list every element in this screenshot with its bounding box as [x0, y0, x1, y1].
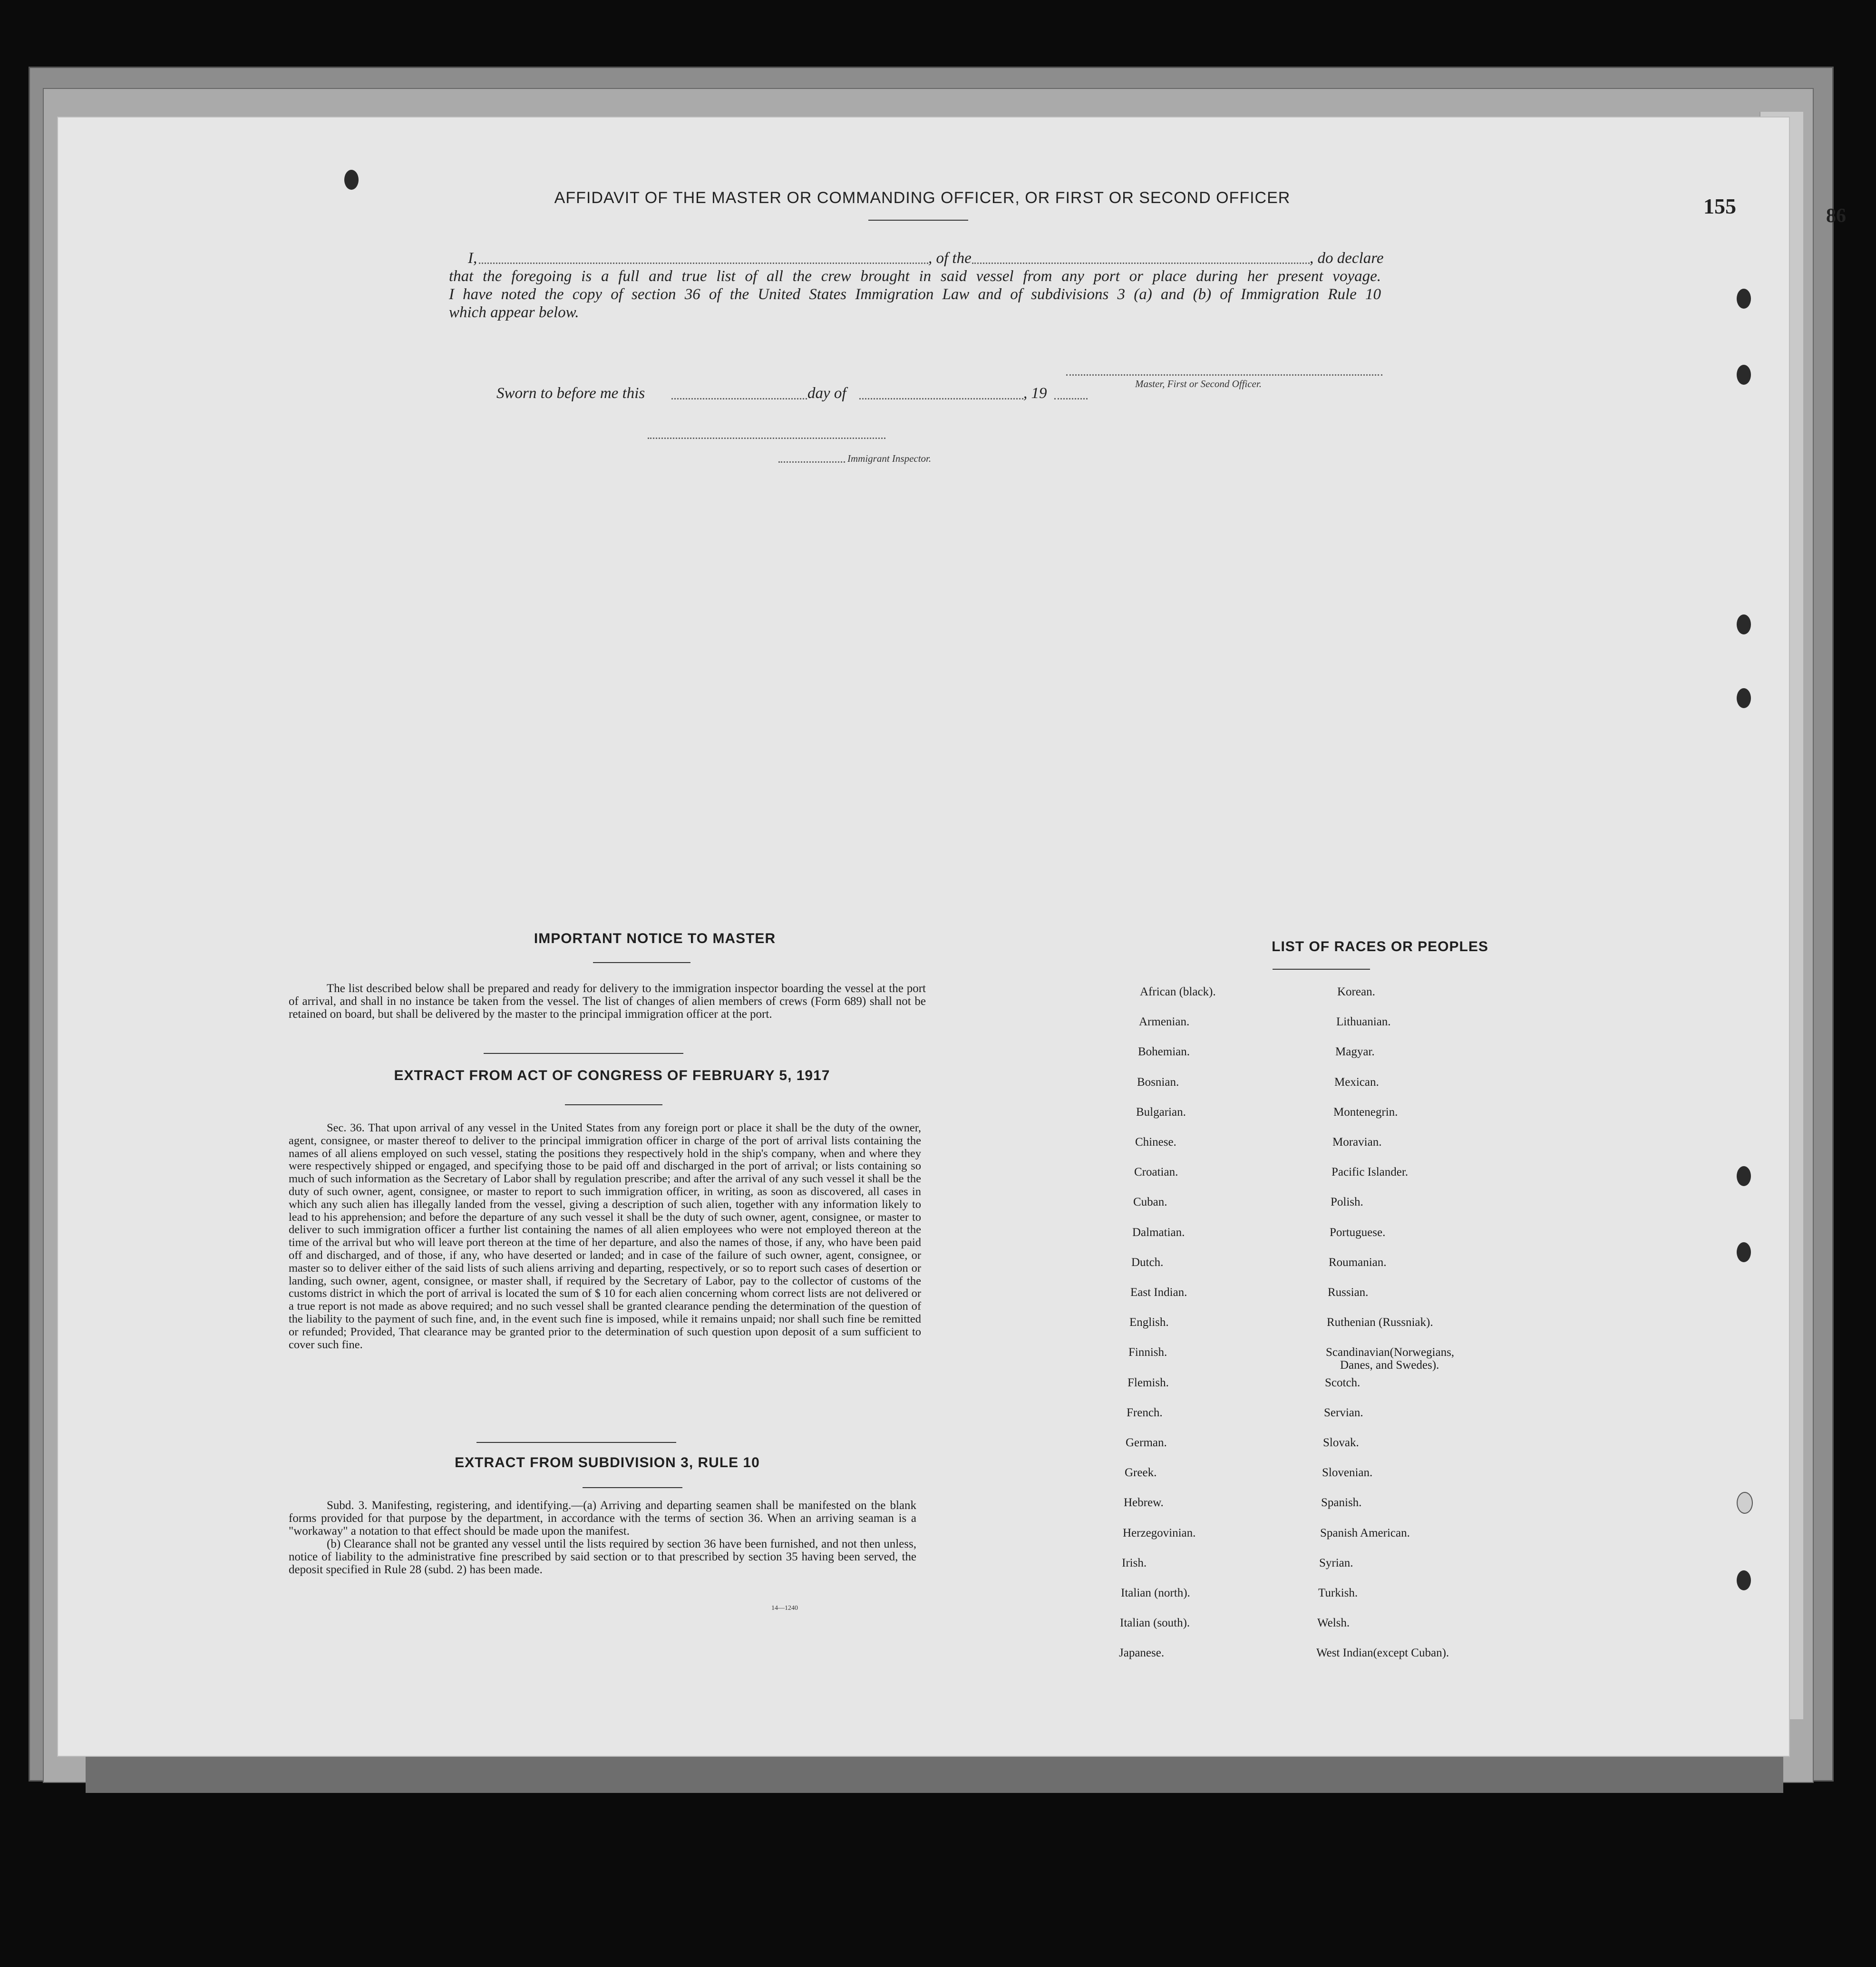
- page-bottom-stack: [86, 1755, 1783, 1793]
- binder-hole-icon: [1737, 289, 1751, 309]
- binder-hole-icon: [1737, 1166, 1751, 1186]
- act-rule: [565, 1104, 662, 1105]
- race-item: Ruthenian (Russniak).: [1327, 1316, 1433, 1329]
- race-item: Japanese.: [1119, 1646, 1165, 1660]
- race-item: Italian (south).: [1120, 1616, 1190, 1630]
- inspector-signature-blank: [648, 438, 885, 439]
- race-item: German.: [1126, 1436, 1167, 1449]
- race-item: West Indian(except Cuban).: [1316, 1646, 1449, 1660]
- binder-hole-icon: [344, 170, 359, 190]
- race-item: Dalmatian.: [1132, 1226, 1185, 1239]
- binder-hole-icon: [1737, 1242, 1751, 1262]
- race-item: Servian.: [1324, 1406, 1363, 1419]
- race-item: Herzegovinian.: [1123, 1526, 1196, 1539]
- race-item: Bosnian.: [1137, 1075, 1179, 1089]
- race-item: Flemish.: [1128, 1376, 1169, 1389]
- race-item: Polish.: [1331, 1196, 1363, 1209]
- race-item: Magyar.: [1335, 1045, 1375, 1059]
- affidavit-declare: , do declare: [1310, 250, 1384, 267]
- race-item: Finnish.: [1128, 1346, 1167, 1359]
- affidavit-line-2: that the foregoing is a full and true list of all the crew brought in said vessel from any port or place during her present voyage.: [449, 268, 1381, 285]
- race-item: Welsh.: [1317, 1616, 1350, 1630]
- race-item: Scandinavian(Norwegians,: [1326, 1346, 1455, 1359]
- race-item: Greek.: [1125, 1466, 1157, 1480]
- race-item: Spanish American.: [1320, 1526, 1410, 1539]
- race-item: Italian (north).: [1121, 1587, 1190, 1599]
- act-heading: EXTRACT FROM ACT OF CONGRESS OF FEBRUARY 5, 1917: [394, 1068, 830, 1083]
- race-item: Bulgarian.: [1136, 1105, 1186, 1119]
- race-item: Moravian.: [1332, 1136, 1382, 1149]
- edge-page-number: 86: [1826, 205, 1846, 227]
- title-rule: [868, 220, 968, 221]
- race-item: French.: [1127, 1406, 1163, 1419]
- day-blank: [671, 398, 807, 399]
- inspector-label: Immigrant Inspector.: [847, 453, 932, 464]
- day-of-text: day of: [807, 385, 846, 402]
- race-item: Scotch.: [1325, 1376, 1361, 1389]
- races-heading: LIST OF RACES OR PEOPLES: [1272, 939, 1488, 954]
- binder-hole-icon: [1737, 365, 1751, 385]
- rule-text: Subd. 3. Manifesting, registering, and identifying.—(a) Arriving and departing seamen shall be manifested on the blank forms provided for that purpose by the department, in accordance with the terms of section 36. When an arriving seaman is a "workaway" a notation to that effect should be made upon the manifest. (b) Clearance shall not be granted any vessel until the lists required by section 36 have been furnished, and not then unless, notice of liability to the administrative fine prescribed by said section or to that prescribed by section 35 having been served, the deposit specified in Rule 28 (subd. 2) has been made.: [289, 1499, 916, 1576]
- race-item: Spanish.: [1321, 1496, 1362, 1509]
- month-blank: [859, 398, 1023, 399]
- rule-rule: [583, 1487, 682, 1488]
- race-item: English.: [1129, 1316, 1169, 1329]
- form-number: 14—1240: [771, 1605, 798, 1612]
- affidavit-title: AFFIDAVIT OF THE MASTER OR COMMANDING OFFICER, OR FIRST OR SECOND OFFICER: [554, 189, 1291, 207]
- act-text: Sec. 36. That upon arrival of any vessel in the United States from any foreign port or place it shall be the duty of the owner, agent, consignee, or master thereof to deliver to the principal immigration officer in charge of the port of arrival lists containing the names of all aliens employed on such vessel, stating the positions they respectively hold in the ship's company, when and where they were respectively shipped or engaged, and specifying those to be paid off and discharged in the port of arrival; or lists containing so much of such information as the Secretary of Labor shall by regulation prescribe; and after the arrival of any such vessel it shall be the duty of such owner, agent, consignee, or master to report to such immigration officer, in writing, as soon as discovered, all cases in which any such alien has illegally landed from the vessel, giving a description of such alien, together with any information likely to lead to his apprehension; and before the departure of any such vessel it shall be the duty of such owner, agent, consignee, or master to deliver to such immigration officer a further list containing the names of all alien employees who were not employed thereon at the time of the arrival but who will leave port thereon at the time of her departure, and also the names of those, if any, who have been paid off and discharged, and of those, if any, who have deserted or landed; and in case of the failure of such owner, agent, consignee, or master so to deliver either of the said lists of such aliens arriving and departing, respectively, or so to report such cases of desertion or landing, such owner, agent, consignee, or master shall, if required by the Secretary of Labor, pay to the collector of customs of the customs district in which the port of arrival is located the sum of $ 10 for each alien concerning whom correct lists are not delivered or a true report is not made as above required; and no such vessel shall be granted clearance pending the determination of the question of the liability to the payment of such fine, and, in the event such fine is imposed, while it remains unpaid; nor shall such fine be remitted or refunded; Provided, That clearance may be granted prior to the determination of such question upon deposit of a sum sufficient to cover such fine.: [289, 1121, 921, 1351]
- page-number: 155: [1703, 194, 1736, 218]
- document-page: [57, 117, 1846, 1757]
- binder-hole-icon: [1737, 1492, 1753, 1514]
- race-item: Mexican.: [1334, 1075, 1379, 1089]
- vessel-blank: [972, 263, 1310, 264]
- race-item: Slovak.: [1323, 1436, 1359, 1449]
- race-item: Korean.: [1337, 985, 1375, 998]
- affidavit-line-4: which appear below.: [449, 304, 579, 321]
- race-item: Cuban.: [1133, 1196, 1167, 1209]
- race-item: Montenegrin.: [1333, 1105, 1398, 1119]
- signature-blank: [1066, 374, 1382, 376]
- race-item: Russian.: [1328, 1286, 1369, 1299]
- race-item: Slovenian.: [1322, 1466, 1373, 1480]
- notice-heading: IMPORTANT NOTICE TO MASTER: [534, 931, 776, 946]
- race-item: Portuguese.: [1330, 1226, 1386, 1239]
- race-item: Syrian.: [1319, 1556, 1353, 1569]
- race-item: Turkish.: [1318, 1587, 1358, 1599]
- notice-rule: [593, 962, 690, 963]
- race-item: African (black).: [1140, 985, 1216, 998]
- race-item: Lithuanian.: [1336, 1015, 1391, 1029]
- notice-text: The list described below shall be prepared and ready for delivery to the immigration inspector boarding the vessel at the port of arrival, and shall in no instance be taken from the vessel. The list of changes of alien members of crews (Form 689) shall not be retained on board, but shall be delivered by the master to the principal immigration officer at the port.: [289, 982, 926, 1021]
- race-item: Roumanian.: [1329, 1256, 1387, 1269]
- signature-label: Master, First or Second Officer.: [1135, 378, 1262, 390]
- binder-hole-icon: [1737, 614, 1751, 634]
- year-blank: [1054, 398, 1088, 399]
- act-divider: [476, 1442, 676, 1443]
- race-item: Croatian.: [1134, 1166, 1178, 1179]
- races-rule: [1273, 969, 1370, 970]
- binder-hole-icon: [1737, 1570, 1751, 1590]
- notice-divider: [484, 1053, 683, 1054]
- race-item: Hebrew.: [1124, 1496, 1164, 1509]
- race-item: Bohemian.: [1138, 1045, 1190, 1059]
- affidavit-i: I,: [468, 250, 477, 267]
- race-item: Chinese.: [1135, 1136, 1176, 1149]
- race-item: Pacific Islander.: [1332, 1166, 1409, 1179]
- sworn-text: Sworn to before me this: [496, 385, 645, 402]
- race-item: East Indian.: [1130, 1286, 1187, 1299]
- affidavit-of-the: , of the: [928, 250, 972, 267]
- year-text: , 19: [1023, 385, 1047, 402]
- binder-hole-icon: [1737, 688, 1751, 708]
- inspector-lead-blank: [778, 461, 845, 463]
- affidavit-line-3: I have noted the copy of section 36 of the United States Immigration Law and of subdivisions 3 (a) and (b) of Immigration Rule 10: [449, 286, 1381, 303]
- name-blank: [479, 263, 928, 264]
- race-item: Danes, and Swedes).: [1340, 1359, 1439, 1372]
- race-item: Armenian.: [1139, 1015, 1190, 1029]
- race-item: Irish.: [1122, 1556, 1147, 1569]
- rule-heading: EXTRACT FROM SUBDIVISION 3, RULE 10: [455, 1455, 760, 1470]
- race-item: Dutch.: [1131, 1256, 1164, 1269]
